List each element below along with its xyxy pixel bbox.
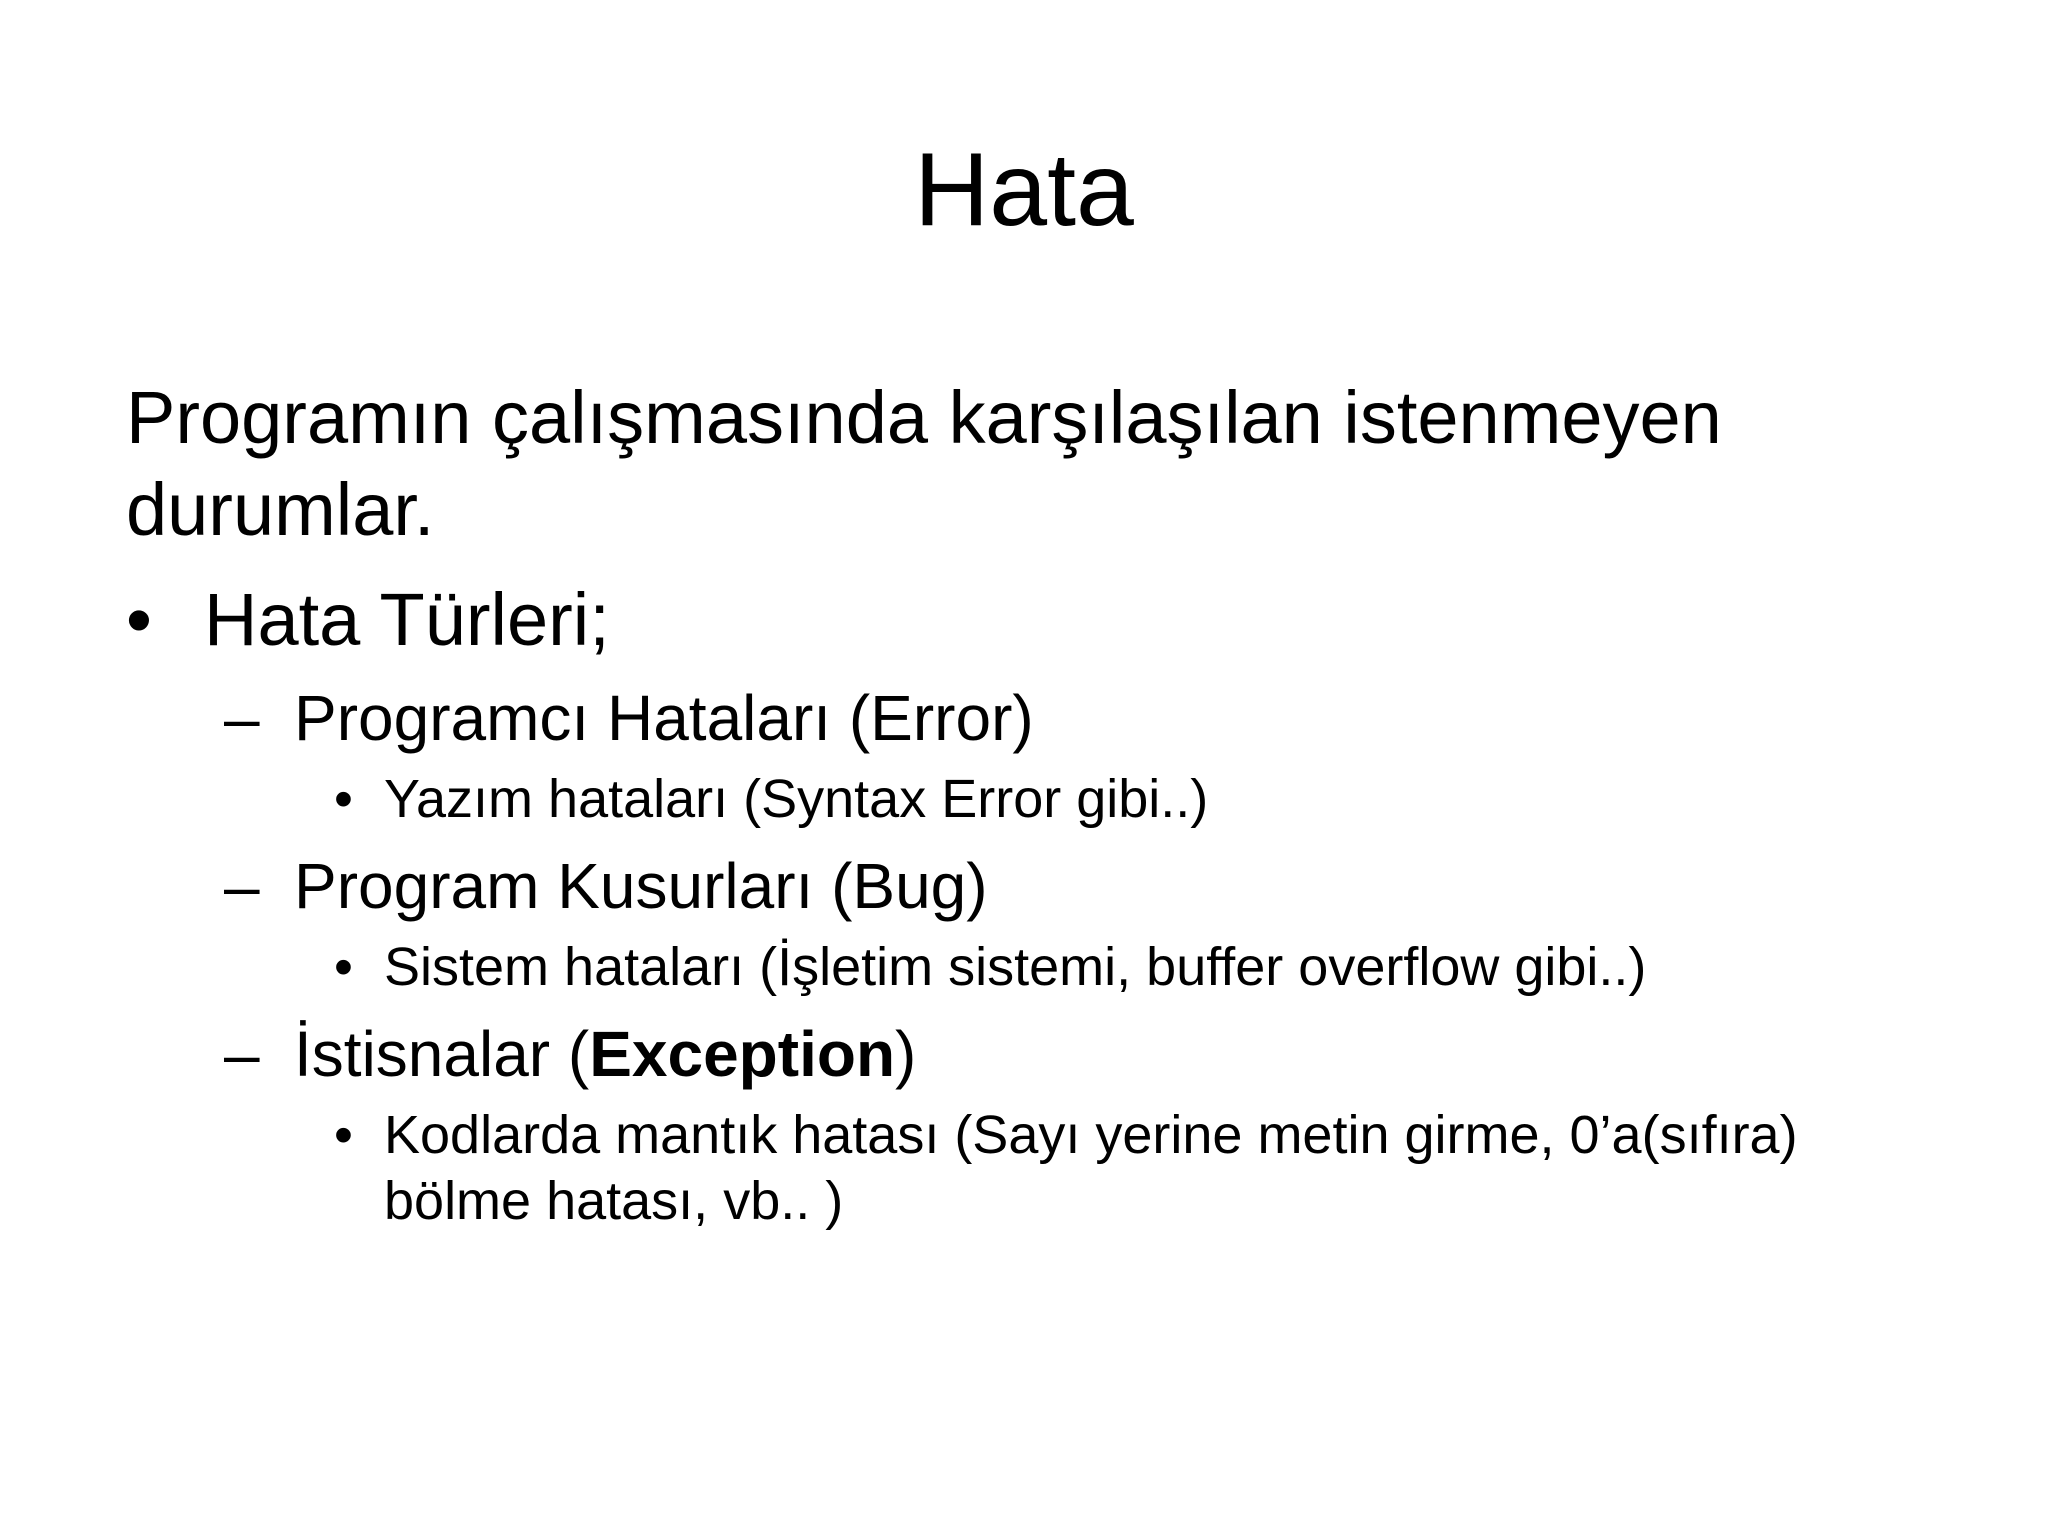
detail-item-system-errors — [126, 934, 1956, 1000]
sub-item-exceptions — [126, 1014, 1956, 1094]
sub-item-text: Program Kusurları (Bug) — [294, 850, 988, 922]
bullet-marker: • — [334, 769, 353, 829]
detail-item-text: Sistem hataları (İşletim sistemi, buffer overflow gibi..) — [384, 937, 1647, 997]
sub-item-text: Programcı Hataları (Error) — [294, 682, 1034, 754]
sub-item-text-prefix: İstisnalar ( — [294, 1018, 590, 1090]
bullet-text: Hata Türleri; — [204, 578, 610, 661]
detail-item-syntax-errors — [126, 766, 1956, 832]
bullet-marker: • — [334, 1105, 353, 1165]
dash-marker: – — [224, 850, 260, 922]
sub-item-text-suffix: ) — [895, 1018, 917, 1090]
detail-item-text: Kodlarda mantık hatası (Sayı yerine metin girme, 0’a(sıfıra) bölme hatası, vb.. ) — [384, 1105, 1798, 1231]
bullet-marker: • — [334, 937, 353, 997]
dash-marker: – — [224, 1018, 260, 1090]
bullet-marker: • — [126, 578, 152, 661]
bullet-hata-turleri — [126, 574, 1956, 666]
detail-item-logic-errors — [126, 1102, 1884, 1234]
sub-item-program-bugs — [126, 846, 1956, 926]
slide-title: Hata — [914, 132, 1134, 248]
slide-body — [126, 372, 1956, 1248]
sub-item-programmer-errors — [126, 678, 1956, 758]
sub-item-text-bold: Exception — [589, 1018, 896, 1090]
dash-marker: – — [224, 682, 260, 754]
intro-text: Programın çalışmasında karşılaşılan istenmeyen durumlar. — [126, 376, 1722, 551]
detail-item-text: Yazım hataları (Syntax Error gibi..) — [384, 769, 1209, 829]
